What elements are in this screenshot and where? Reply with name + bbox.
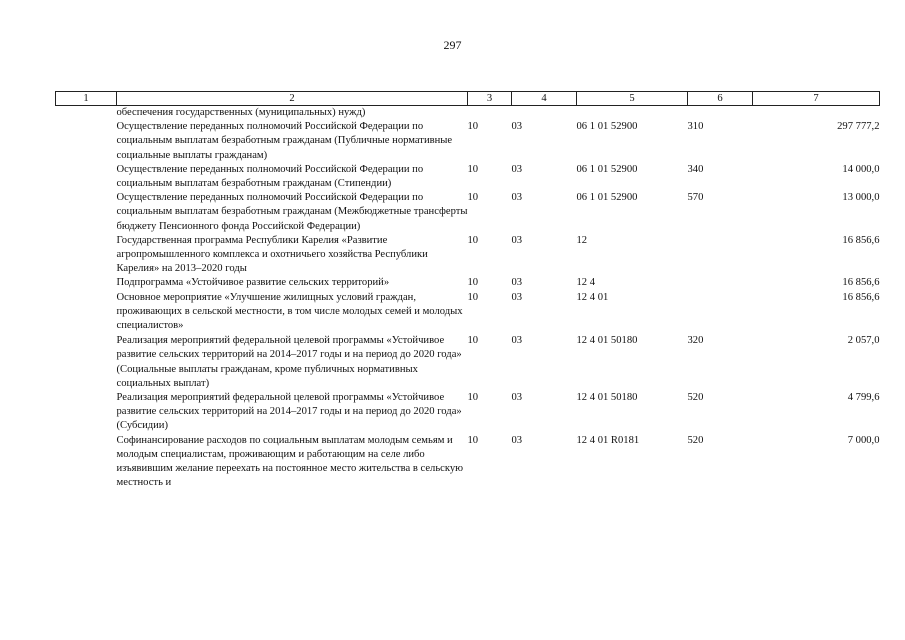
row-target-code: 06 1 01 52900: [576, 121, 638, 133]
row-subsection: 03: [511, 392, 523, 404]
row-amount: 16 856,6: [842, 234, 880, 246]
row-amount: 2 057,0: [847, 335, 880, 347]
row-target-code: 06 1 01 52900: [576, 192, 638, 204]
table-row: [56, 276, 880, 290]
row-name: Государственная программа Республики Карелия «Развитие агропромышленного комплекса и охотничьего хозяйства Республики Карелия» на 2013–2020 годы: [116, 234, 428, 275]
row-amount: 13 000,0: [842, 192, 880, 204]
budget-table: [55, 91, 880, 490]
table-row: [56, 191, 880, 234]
row-amount: 16 856,6: [842, 291, 880, 303]
header-col-4: 4: [512, 92, 577, 106]
row-amount: 7 000,0: [847, 434, 880, 446]
row-section: 10: [467, 277, 479, 289]
table-row: [56, 234, 880, 277]
row-section: [468, 106, 512, 121]
row-section: 10: [467, 434, 479, 446]
row-target-code: [577, 106, 688, 121]
row-amount: 297 777,2: [837, 121, 880, 133]
row-name: Осуществление переданных полномочий Российской Федерации по социальным выплатам безработным гражданам (Публичные нормативные социальные выплаты гражданам): [116, 121, 453, 161]
row-target-code: 06 1 01 52900: [576, 163, 638, 175]
row-expense-type: 570: [687, 192, 704, 204]
row-expense-type: [688, 106, 753, 121]
row-amount: 4 799,6: [847, 392, 880, 404]
header-col-7: 7: [753, 92, 880, 106]
row-expense-type: [688, 291, 753, 334]
row-name: Подпрограмма «Устойчивое развитие сельских территорий»: [116, 277, 390, 289]
row-amount: 14 000,0: [842, 163, 880, 175]
row-name: Осуществление переданных полномочий Российской Федерации по социальным выплатам безработным гражданам (Стипендии): [116, 163, 424, 190]
row-subsection: 03: [511, 434, 523, 446]
header-col-5: 5: [577, 92, 688, 106]
table-row: [56, 106, 880, 121]
header-col-2: 2: [117, 92, 468, 106]
row-expense-type: 310: [687, 121, 704, 133]
row-target-code: 12 4: [576, 277, 596, 289]
table-row: [56, 391, 880, 434]
row-subsection: 03: [511, 291, 523, 303]
row-section: 10: [467, 121, 479, 133]
header-col-3: 3: [468, 92, 512, 106]
row-section: 10: [467, 291, 479, 303]
row-name: Реализация мероприятий федеральной целевой программы «Устойчивое развитие сельских территорий на 2014–2017 годы и на период до 2020 года» (Субсидии): [116, 392, 462, 432]
row-target-code: 12: [576, 234, 588, 246]
row-subsection: 03: [511, 335, 523, 347]
header-row: [56, 92, 880, 106]
row-name: обеспечения государственных (муниципальных) нужд): [116, 107, 366, 118]
row-expense-type: 320: [687, 335, 704, 347]
row-name: Софинансирование расходов по социальным выплатам молодым семьям и молодым специалистам, проживающим и работающим на селе либо изъявившим желание переехать на постоянное место жительства в сельскую местность и: [116, 434, 464, 489]
table-row: [56, 291, 880, 334]
table-row: [56, 333, 880, 391]
row-target-code: 12 4 01 50180: [576, 392, 638, 404]
row-target-code: 12 4 01 R0181: [576, 434, 640, 446]
row-amount: [753, 106, 880, 121]
row-expense-type: 520: [687, 392, 704, 404]
row-target-code: 12 4 01 50180: [576, 335, 638, 347]
row-section: 10: [467, 234, 479, 246]
table-row: [56, 120, 880, 163]
row-expense-type: [688, 234, 753, 277]
header-col-1: 1: [56, 92, 117, 106]
row-name: Реализация мероприятий федеральной целевой программы «Устойчивое развитие сельских территорий на 2014–2017 годы и на период до 2020 года» (Социальные выплаты гражданам, кроме публичных нормативных социальных выплат): [116, 335, 462, 389]
row-subsection: 03: [511, 192, 523, 204]
table-row: [56, 163, 880, 191]
row-target-code: 12 4 01: [576, 291, 609, 303]
row-subsection: 03: [511, 234, 523, 246]
row-section: 10: [467, 392, 479, 404]
row-expense-type: 520: [687, 434, 704, 446]
row-name: Основное мероприятие «Улучшение жилищных условий граждан, проживающих в сельской местности, в том числе молодых семей и молодых специалистов»: [116, 291, 463, 332]
row-subsection: 03: [511, 163, 523, 175]
page-number: 297: [443, 38, 462, 52]
row-amount: 16 856,6: [842, 277, 880, 289]
table-row: [56, 434, 880, 491]
row-section: 10: [467, 163, 479, 175]
row-subsection: 03: [511, 277, 523, 289]
row-expense-type: 340: [687, 163, 704, 175]
header-col-6: 6: [688, 92, 753, 106]
row-name: Осуществление переданных полномочий Российской Федерации по социальным выплатам безработным гражданам (Межбюджетные трансферты бюджету Пенсионного фонда Российской Федерации): [116, 192, 468, 232]
row-subsection: 03: [511, 121, 523, 133]
row-section: 10: [467, 335, 479, 347]
row-subsection: [512, 106, 577, 121]
row-expense-type: [688, 276, 753, 290]
row-section: 10: [467, 192, 479, 204]
